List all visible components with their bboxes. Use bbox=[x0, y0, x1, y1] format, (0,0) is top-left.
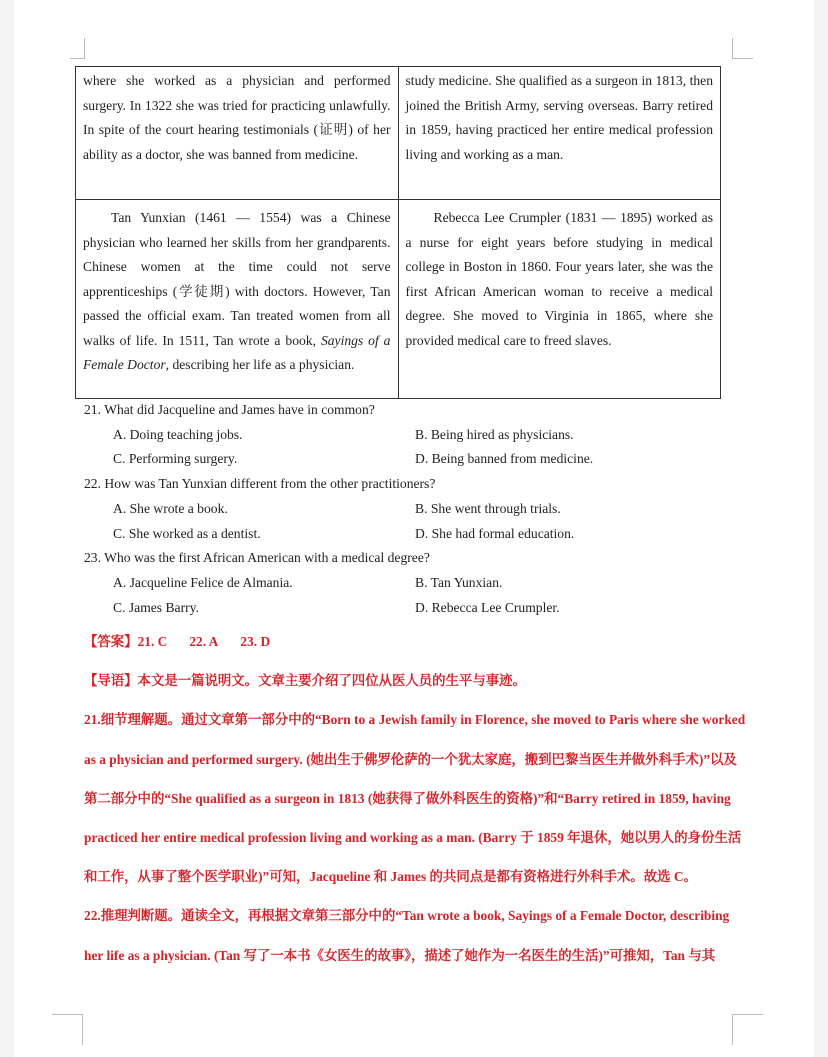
answer-item: 21. C bbox=[137, 634, 168, 649]
answer-item: 22. A bbox=[189, 634, 219, 649]
answer-key: 【答案】21. C 22. A 23. D bbox=[84, 634, 271, 649]
option: C. She worked as a dentist. bbox=[113, 525, 261, 541]
question-options bbox=[113, 497, 744, 546]
question-options bbox=[113, 571, 744, 620]
passage-cell-crumpler bbox=[398, 200, 721, 399]
option: A. Jacqueline Felice de Almania. bbox=[113, 574, 293, 590]
answer-analysis bbox=[84, 622, 746, 975]
crop-mark-top-left bbox=[70, 38, 85, 59]
option: D. She had formal education. bbox=[415, 525, 575, 541]
crop-mark-top-right bbox=[732, 38, 753, 59]
passage-cell-jacqueline bbox=[76, 67, 399, 200]
passage-text: Rebecca Lee Crumpler (1831 — 1895) worked as a nurse for eight years before studying in medical college in Boston in 1860. Four years later, she was the first African American woman to receive a medical degree. She moved to Virginia in 1865, where she provided medical care to freed slaves. bbox=[405, 210, 713, 348]
passage-text: Tan Yunxian (1461 — 1554) was a Chinese physician who learned her skills from her grandparents. Chinese women at the time could not serve apprenticeships (学徒期) with doctors. However, Tan passed the official exam. Tan treated women from all walks of life. In 1511, Tan wrote a book, Sayings of a Female Doctor, describing her life as a physician. bbox=[83, 210, 391, 372]
passage-row bbox=[76, 67, 721, 200]
answer-item: 23. D bbox=[240, 634, 271, 649]
option: B. Tan Yunxian. bbox=[415, 574, 503, 590]
option: A. She wrote a book. bbox=[113, 500, 228, 516]
option: A. Doing teaching jobs. bbox=[113, 426, 243, 442]
crop-mark-bottom-left bbox=[52, 1014, 83, 1045]
questions-section bbox=[84, 398, 744, 620]
option: C. James Barry. bbox=[113, 599, 199, 615]
book-title: Sayings of a Female Doctor bbox=[83, 332, 391, 372]
analysis-intro: 【导语】本文是一篇说明文。文章主要介绍了四位从医人员的生平与事迹。 bbox=[84, 673, 526, 689]
question-stem: 21. What did Jacqueline and James have in common? bbox=[84, 402, 375, 417]
option: B. She went through trials. bbox=[415, 500, 561, 516]
passage-text: study medicine. She qualified as a surgeon in 1813, then joined the British Army, serving overseas. Barry retired in 1859, having practiced her entire medical profession living and working as a man. bbox=[405, 73, 713, 162]
analysis-explanation-22: 22.推理判断题。通读全文，再根据文章第三部分中的“Tan wrote a book, Sayings of a Female Doctor, describing her life as a physician. (Tan 写了一本书《女医生的故事》，描述了她作为一名医生的生活)”可推知，Tan 与其 bbox=[84, 908, 730, 963]
analysis-explanation-21: 21.细节理解题。通过文章第一部分中的“Born to a Jewish family in Florence, she moved to Paris where she worked as a physician and performed surgery. (她出生于佛罗伦萨的一个犹太家庭，搬到巴黎当医生并做外科手术)”以及第二部分中的“She qualified as a surgeon in 1813 (她获得了做外科医生的资格)”和“Barry retired in 1859, having practiced her entire medical profession living and working as a man. (Barry 于 1859 年退休，她以男人的身份生活和工作，从事了整个医学职业)”可知，Jacqueline 和 James 的共同点是都有资格进行外科手术。故选 C。 bbox=[84, 712, 746, 885]
question-stem: 23. Who was the first African American with a medical degree? bbox=[84, 550, 430, 566]
passage-cell-tan bbox=[76, 200, 399, 399]
passage-text: where she worked as a physician and performed surgery. In 1322 she was tried for practicing unlawfully. In spite of the court hearing testimonials (证明) of her ability as a doctor, she was banned from medicine. bbox=[83, 73, 391, 162]
option: D. Being banned from medicine. bbox=[415, 451, 594, 467]
crop-mark-bottom-right bbox=[732, 1014, 763, 1045]
option: D. Rebecca Lee Crumpler. bbox=[415, 599, 560, 615]
option: C. Performing surgery. bbox=[113, 451, 238, 467]
passage-table bbox=[75, 66, 721, 399]
question-options bbox=[113, 423, 744, 472]
passage-cell-barry bbox=[398, 67, 721, 200]
option: B. Being hired as physicians. bbox=[415, 426, 574, 442]
passage-row bbox=[76, 200, 721, 399]
question-stem: 22. How was Tan Yunxian different from the other practitioners? bbox=[84, 476, 436, 492]
